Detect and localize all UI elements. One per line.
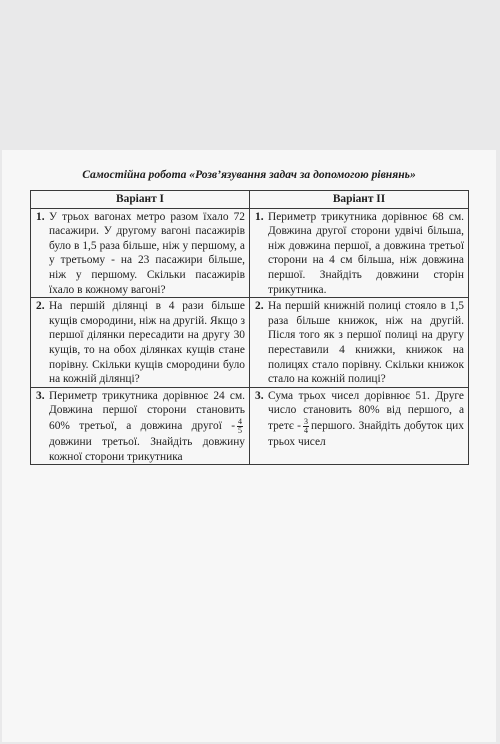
task-text: У трьох вагонах метро разом їхало 72 пасажири. У другому вагоні пасажирів було в 1,5 раза більше, ніж у першому, а у третьому - на 23 пасажири більше, ніж у першому. Скільки пасажирів їхало в кожному вагоні? xyxy=(49,210,245,296)
variant-1-header: Варіант І xyxy=(31,191,250,209)
task-text-part-b: першого. Знайдіть добуток цих трьох чисел xyxy=(268,420,464,448)
task-number: 2. xyxy=(36,300,45,313)
task-number: 3. xyxy=(255,389,264,402)
worksheet-page xyxy=(2,150,496,742)
task-row-2 xyxy=(31,298,469,388)
header-row xyxy=(31,191,469,209)
task-number: 1. xyxy=(36,210,45,223)
variant-2-task-1 xyxy=(250,208,469,298)
worksheet-title: Самостійна робота «Розв’язування задач за допомогою рівнянь» xyxy=(82,168,416,181)
variant-2-task-2 xyxy=(250,298,469,388)
task-text-part-b: довжини третьої. Знайдіть довжину кожної сторони трикутника xyxy=(49,435,245,463)
task-row-1 xyxy=(31,208,469,298)
fraction-denominator: 5 xyxy=(238,425,242,435)
fraction-denominator: 4 xyxy=(303,425,308,435)
task-text-part-a: Периметр трикутника дорівнює 24 см. Довжина першої сторони становить 60% третьої, а довжина другої - xyxy=(49,389,245,433)
task-number: 2. xyxy=(255,300,264,313)
task-number: 3. xyxy=(36,389,45,402)
fraction-numerator: 4 xyxy=(238,416,242,426)
task-text xyxy=(49,389,245,464)
variant-1-task-2 xyxy=(31,298,250,388)
task-text: Периметр трикутника дорівнює 68 см. Довжина другої сторони удвічі більша, ніж довжина першої, а довжина третьої сторони на 4 см більша, ніж довжина першої. Знайдіть довжини сторін трикутника. xyxy=(268,210,464,296)
variant-2-task-3 xyxy=(250,387,469,464)
variant-1-task-3 xyxy=(31,387,250,464)
variant-2-header: Варіант ІІ xyxy=(250,191,469,209)
fraction-numerator: 3 xyxy=(303,416,308,426)
fraction xyxy=(303,418,309,435)
task-text: На першій ділянці в 4 рази більше кущів смородини, ніж на другій. Якщо з першої ділянки пересадити на другу 30 кущів, то на обох ділянках кущів стане порівну. Скільки кущів смородини було на кожній ділянці? xyxy=(49,300,245,386)
tasks-table xyxy=(30,190,469,465)
task-number: 1. xyxy=(255,210,264,223)
task-text: На першій книжній полиці стояло в 1,5 раза більше книжок, ніж на другій. Після того як з першої полиці на другу переставили 4 книжки, книжок на полицях стало порівну. Скільки книжок стало на кожній полиці? xyxy=(268,300,464,386)
task-text xyxy=(268,389,464,450)
fraction xyxy=(237,418,243,435)
task-text-part-a: Сума трьох чисел дорівнює 51. Друге число становить 80% від першого, а третє - xyxy=(268,389,464,433)
variant-1-task-1 xyxy=(31,208,250,298)
task-row-3 xyxy=(31,387,469,464)
